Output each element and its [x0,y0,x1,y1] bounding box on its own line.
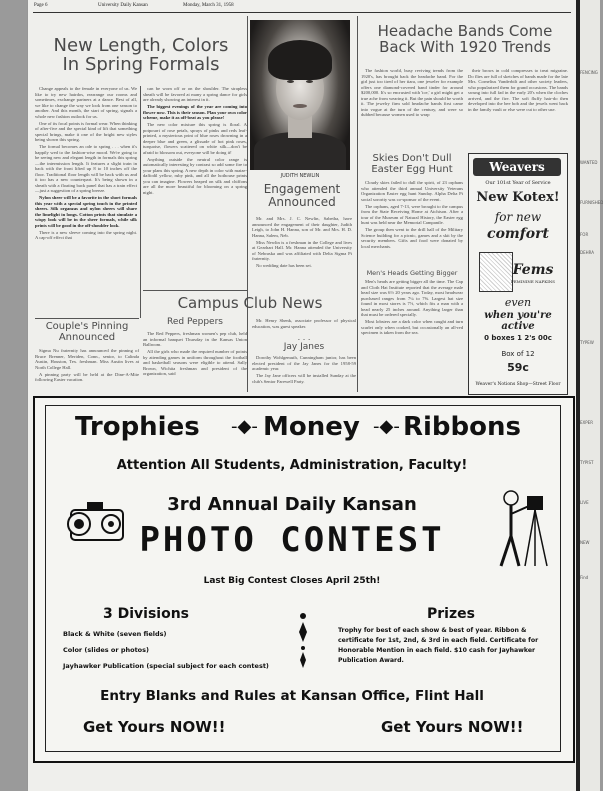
ad-brand-sub: FEMININE NAPKINS [510,279,556,284]
adjacent-text: NEW [580,540,590,545]
paragraph: The Red Peppers, freshman women's pep club, held an informal banquet Thursday in the Kansas Union Ballroom. [143,331,247,347]
campus-club-headline: Campus Club News [177,294,323,312]
paragraph: can be worn off or on the shoulder. The strapless sheath will be favored at many a spring dance for girls are already showing an interest in it. [143,86,247,102]
headline-line: In Spring Formals [62,53,220,75]
ad-box-of: Box of 12 [501,350,535,358]
get-yours-left: Get Yours NOW!! [83,718,226,736]
adjacent-text: LIVE [580,500,589,505]
ad-brand: Fems [512,262,554,278]
adjacent-text: FENCING [580,70,598,75]
adjacent-text: EXPER [580,420,593,425]
paper-name: University Daily Kansan [98,3,148,8]
ad-product: New Kotex! [476,190,560,205]
headache-headline [360,24,570,56]
division-item: Black & White (seven fields) [63,630,167,638]
paragraph: No wedding date has been set. [256,263,312,268]
engagement-headline [252,183,352,208]
contest-attention: Attention All Students, Administration, Faculty! [116,458,468,473]
ad-script: for new [494,210,542,224]
contest-annual: 3rd Annual Daily Kansan [167,494,417,515]
paragraph: Change appeals to the female in everyone of us. We like to try new hairdos, rearrange our rooms and sometimes, exchange partners at a dance. Best of all, we like to change the way we look from one season to another. And this month, the start of spring, signals a whole new fashion outlook for us. [35,86,137,119]
photographer-illustration [493,486,553,570]
ad-tagline: Our 101st Year of Service [485,180,551,186]
paragraph: The new color mixture this spring is floral. A potpourri of rose petals, sprays of pinks and reds leaf-printed, a mysterious print of blue roses drowning in a deeper blue and green, a glissade of hot pink roses, turquoise, flowers scattered on white silk—don't be afraid to blossom out, everyone will be doing it! [143,122,247,155]
prizes-text: Trophy for best of each show & best of year. Ribbon & certificate for 1st, 2nd, & 3rd in each field. Certificate for Honorable Mention in each field. $10 cash for Jayhawker Publication Award. [338,627,539,664]
divisions-title: 3 Divisions [103,606,190,622]
portrait-lips [293,104,307,108]
paragraph: Men's heads are getting bigger all the time. The Cap and Cloth Hat Institute reported that the average male head size was 6½ 20 years ago. Today, most headwear purchased ranges from 7¼ to 7⅜. Largest hat size found in most stores is 7½, which fits a man with a head nearly 25 inches around. Anything larger than that must be ordered specially. [361,279,463,317]
headline-line: New Length, Colors [53,35,229,56]
issue-date: Monday, March 31, 1958 [183,3,234,8]
ornament-divider [293,610,313,672]
formals-headline [36,37,246,75]
easter-headline [360,154,464,175]
headline-line: Easter Egg Hunt [371,163,453,175]
portrait-eye [287,80,294,83]
headline-line: Engagement [263,182,341,196]
column-rule [140,86,141,318]
ad-department: Weaver's Notions Shop—Street Floor [475,382,561,387]
paragraph: their brows in cold compresses to treat migraine. Do flies are full of sketches of bands made for the late Mrs. Cornelius Vanderbilt and other society leaders, who popularized them for grand occasions. The bands swung into full fad in the early 20's when the cloches arrived, and the fire. The soft fluffy hair-do then developed into the bee bob and the jewels went back in the family vault or else were cut to other use. [468,68,568,112]
paragraph: Miss Newlin is a freshman in the College and lives at Gearhart Hall. Mr. Hanna attended the University of Nebraska and was affiliated with Delta Sigma Pi fraternity. [252,239,352,261]
column-rule [247,16,248,392]
paragraph: Anything outside the neutral color range is automatically interesting by contrast so add some fire to your plans this spring. A new depth in color with maize-daffodil yellow, ruby pink, and all the hothouse prints you can imagine. Flowers heaped on silk and chiffons are all the more beautiful for blooming on a spring night. [143,156,247,195]
contest-closes: Last Big Contest Closes April 25th! [203,576,381,586]
paragraph: Sigma Nu fraternity has announced the pinning of Bruce Brenner, Meriden, Conn., senior, to Calinda Austin, Houston, Tex. freshman. Miss Austin lives at North College Hall. [35,348,139,370]
red-peppers-text [143,331,247,393]
bold-paragraph: Nylon sheer will be a favorite in the short formals this year with a special spring touch in the printed sheers. Silk organzas and nylon sheers will share the limelight in longs. Cotton prints that simulate a wispy look will be in the sheer formals, while silk prints will be good in the off-shoulder look. [35,195,137,228]
headline-line: Announced [268,194,336,209]
headache-column-2 [468,68,568,148]
bold-paragraph: The biggest evenings of the year are coming into flower now. This is their season. Plan your own color scheme, make it as off-beat as you please! [143,104,247,120]
adjacent-text: TYPIST [580,460,594,465]
headline-line: Skies Don't Dull [372,153,452,164]
adjacent-text: DEHRA [580,250,594,255]
ad-script: comfort [487,226,549,242]
portrait-eye [306,80,313,83]
formals-column-2 [143,86,247,286]
hats-headline: Men's Heads Getting Bigger [366,269,458,277]
headline-line: Announced [58,331,116,343]
adjacent-text: FURNISHED [580,200,603,205]
paragraph: Mr. and Mrs. J. C. Newlin, Sabetha, have announced the engagement of their daughter, Judith Leigh, to John H. Hanna, son of Mr. and Mrs. H. D. Hanna, Salem, Neb. [252,216,352,238]
weavers-ad [468,153,568,395]
photo-contest-ad [33,396,575,763]
tagline-money: Money [263,412,360,442]
paragraph: The Jay Jane officers will be installed Sunday at the club's Senior Farewell Party. [252,373,356,384]
page-number: Page 6 [34,3,48,8]
camera-illustration [61,494,139,550]
ad-price: 59c [507,361,529,374]
tagline-ribbons: Ribbons [403,412,522,442]
pinning-text [35,348,139,392]
adjacent-text: WANTED [580,160,598,165]
paragraph: There is a new sleeve coming into the spring night. A cap-off effect that [35,229,137,240]
ad-price-line: 0 boxes 1 2's 00c [484,334,552,342]
section-rule [143,290,247,291]
weavers-logo: Weavers [473,158,561,176]
paragraph: The orphans, aged 7-13, were brought to the campus from the State Receiving Home at Atchison. After a tour of the Museum of Natural History, the Easter egg hunt was held near the Memorial Campanile. [361,203,463,225]
paragraph: All the girls who made the required number of points by attending games in uniform throughout the football and basketball seasons were eligible to attend. Sally Brown, Wichita freshman and president of the organization, said [143,349,247,376]
paragraph: Most lobsters are a dark color when caught and turn scarlet only when cooked, but occasionally an all-red specimen is taken from the sea. [361,319,463,335]
paragraph: The fashion world, busy reviving trends from the 1920's, has brought back the headache band. For the girl just too tired of her tiara, one jeweler for example offers one diamond-covered band tinder for around $200,000. It's so encrusted with 'ice,' a girl might get a true ache from wearing it. But the pain should be worth it. The jewelry firm sold headache bands first came into vogue at the turn of the century, and were so dubbed because women used to wrap [361,68,463,117]
jay-janes-text [252,355,356,393]
headache-column-1 [361,68,463,148]
pinning-headline [35,322,139,343]
photo-caption: JUDITH NEWLIN [280,173,320,179]
get-yours-right: Get Yours NOW!! [381,718,524,736]
paragraph: One of its focal points is formal wear. When thinking of after-five and the special kind of lift that something special brings, make it one of the bright new styles being shown this spring. [35,120,137,142]
headline-line: Couple's Pinning [45,321,129,332]
division-item: Jayhawker Publication (special subject for each contest) [63,662,269,670]
paragraph: Mr. Henry Shenk, associate professor of physical education, was guest speaker. [252,318,356,329]
adjacent-text: FOR [580,232,589,237]
separator-dots: . . . [297,333,311,342]
header-rule [33,12,571,13]
diamond-icon: -◆- [373,416,400,437]
adjacent-text: TYPEW [580,340,594,345]
paragraph: The formal becomes an ode to spring . . . when it's happily wed to the fashion-wise mood. We're going to be seeing new and elegant length in formals this spring—the intermission length. It features a slight train in back with the front lifted up 8 to 10 inches off the floor. Traditional floor length will be back with us and it too has a new counterpart. It's being shown in a sheath with a floating back panel that has a train effect—just a suggestion of a spring breeze. [35,144,137,193]
column-rule [357,16,358,392]
headline-line: Back With 1920 Trends [379,37,551,56]
prizes-title: Prizes [427,606,475,622]
paragraph: Cloudy skies failed to dull the spirit, of 23 orphans who attended the third annual University Veterans Organization Easter egg hunt Sunday. Alpha Delta Pi social sorority was co-sponsor of the event. [361,180,463,202]
paragraph: A pinning party will be held at the Dine-A-Mite following Easter vacation. [35,371,139,382]
tagline-trophies: Trophies [75,412,200,442]
paragraph: The group then went to the drill hall of the Military Science building for a picnic, games and a skit by the security members. Gifts and food were donated by local merchants. [361,227,463,249]
formals-column-1 [35,86,137,318]
contest-title: PHOTO CONTEST [139,520,445,560]
section-rule [35,318,139,319]
jay-janes-title: Jay Janes [283,342,325,352]
division-item: Color (slides or photos) [63,646,149,654]
ad-script: even [504,296,532,309]
easter-text [361,180,463,270]
headline-line: Headache Bands Come [377,22,553,40]
ad-script: when you're active [484,310,552,332]
engagement-text [252,216,352,290]
adjacent-text: Find [580,575,589,580]
diamond-icon: -◆- [231,416,258,437]
hats-text [361,279,463,393]
red-peppers-title: Red Peppers [167,317,223,327]
entry-blanks-text: Entry Blanks and Rules at Kansan Office, Flint Hall [100,688,484,704]
paragraph: Dorothy Wohlgemuth, Cunningham junior, has been elected president of the Jay Janes for the 1958-59 academic year. [252,355,356,371]
portrait-hair [268,40,332,80]
portrait-photo [250,20,350,170]
adjacent-page-edge [580,0,603,791]
